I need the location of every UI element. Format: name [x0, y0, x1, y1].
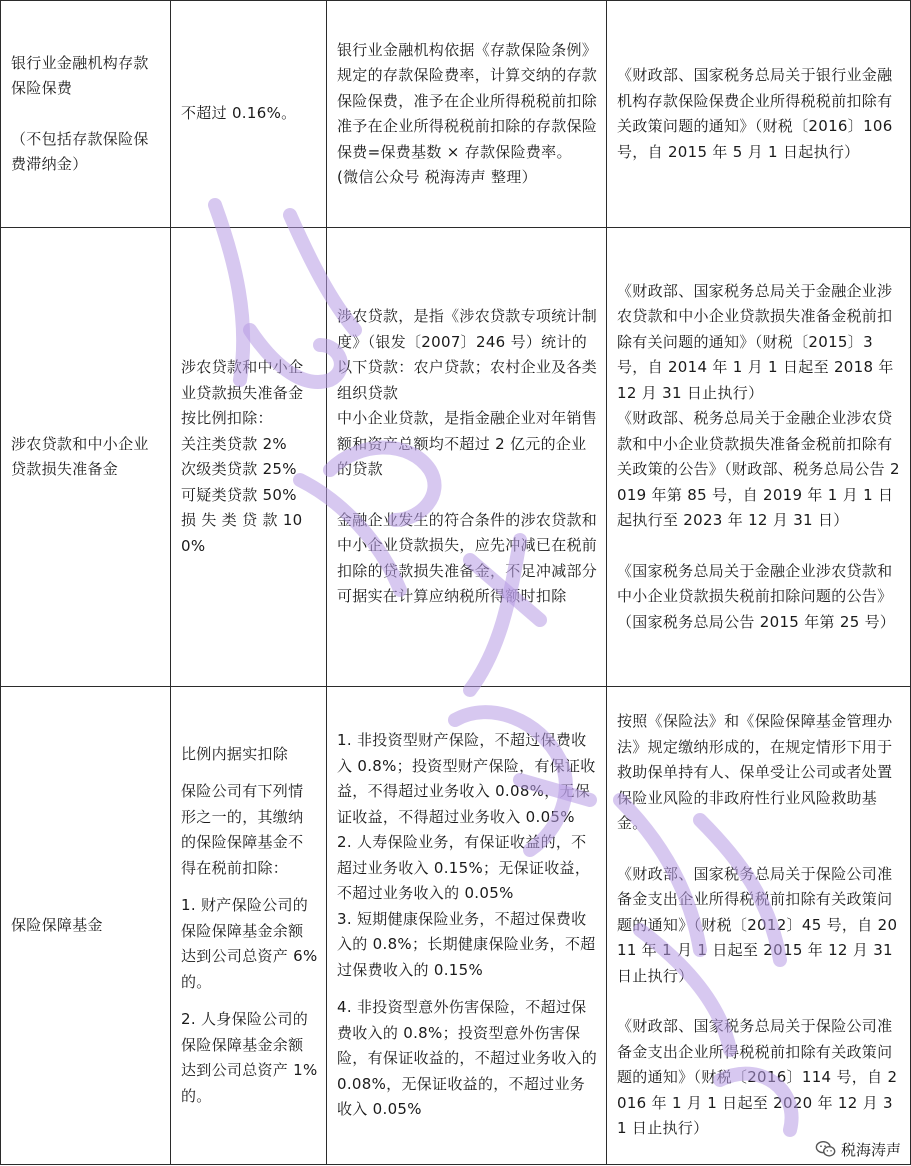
explanation-source: (微信公众号 税海涛声 整理） — [337, 168, 537, 186]
explanation-cell — [327, 228, 607, 687]
explanation-text: 1. 非投资型财产保险，不超过保费收入 0.8%；投资型财产保险，有保证收益，不得超过业务收入 0.08%，无保证收益，不得超过业务收入 0.05% — [337, 731, 596, 826]
explanation-text: 准予在企业所得税税前扣除的存款保险保费=保费基数 × 存款保险费率。 — [337, 117, 598, 161]
limit-text: 可疑类贷款 50% — [181, 485, 297, 504]
limit-cell — [171, 228, 327, 687]
explanation-text: 4. 非投资型意外伤害保险，不超过保费收入的 0.8%；投资型意外伤害保险，有保证收益的，不超过业务收入的 0.08%，无保证收益的，不超过业务收入 0.05% — [337, 998, 598, 1119]
brand-badge — [811, 1138, 905, 1160]
brand-label: 税海涛声 — [840, 1140, 901, 1159]
limit-cell — [171, 687, 327, 1165]
item-name: 涉农贷款和中小企业贷款损失准备金 — [11, 434, 149, 478]
policy-text: 《财政部、国家税务总局关于金融企业涉农贷款和中小企业贷款损失准备金税前扣除有关问题的通知》（财税〔2015〕3 号，自 2014 年 1 月 1 日起至 2018 年 12 月 31 日止执行） — [617, 281, 894, 402]
wechat-icon — [815, 1138, 837, 1160]
policy-text: 《财政部、国家税务总局关于保险公司准备金支出企业所得税税前扣除有关政策问题的通知》（财税〔2012〕45 号，自 2011 年 1 月 1 日起至 2015 年 12 月 31 日止执行） — [617, 864, 898, 985]
limit-text: 2. 人身保险公司的保险保障基金余额达到公司总资产 1%的。 — [181, 1010, 318, 1105]
limit-text: 1. 财产保险公司的保险保障基金余额达到公司总资产 6%的。 — [181, 896, 318, 991]
item-cell — [1, 228, 171, 687]
item-name: 保险保障基金 — [11, 915, 103, 934]
item-note: （不包括存款保险保费滞纳金） — [11, 129, 149, 173]
limit-cell — [171, 1, 327, 228]
limit-text: 涉农贷款和中小企业贷款损失准备金按比例扣除： — [181, 358, 304, 427]
explanation-text: 3. 短期健康保险业务，不超过保费收入的 0.8%；长期健康保险业务，不超过保费收入的 0.15% — [337, 909, 596, 979]
limit-text: 次级类贷款 25% — [181, 460, 297, 478]
limit-text: 关注类贷款 2% — [181, 434, 287, 453]
policy-text: 《财政部、国家税务总局关于银行业金融机构存款保险保费企业所得税税前扣除有关政策问题的通知》（财税〔2016〕106 号，自 2015 年 5 月 1 日起执行） — [617, 66, 893, 161]
item-name: 银行业金融机构存款保险保费 — [11, 53, 149, 97]
limit-text: 比例内据实扣除 — [181, 744, 289, 763]
explanation-cell — [327, 1, 607, 228]
explanation-cell — [327, 687, 607, 1165]
policy-cell — [607, 228, 911, 687]
policy-text: 《国家税务总局关于金融企业涉农贷款和中小企业贷款损失税前扣除问题的公告》（国家税务总局公告 2015 年第 25 号） — [617, 561, 896, 631]
policy-cell — [607, 1, 911, 228]
item-cell — [1, 687, 171, 1165]
policy-text: 《财政部、税务总局关于金融企业涉农贷款和中小企业贷款损失准备金税前扣除有关政策的公告》（财政部、税务总局公告 2019 年第 85 号，自 2019 年 1 月 1 日起执行至 2023 年 12 月 31 日） — [617, 409, 900, 530]
table-row — [1, 1, 911, 228]
explanation-text: 涉农贷款，是指《涉农贷款专项统计制度》（银发〔2007〕246 号）统计的以下贷款：农户贷款；农村企业及各类组织贷款 — [337, 307, 598, 402]
policy-text: 《财政部、国家税务总局关于保险公司准备金支出企业所得税税前扣除有关政策问题的通知》（财税〔2016〕114 号，自 2016 年 1 月 1 日起至 2020 年 12 月 31 日止执行） — [617, 1017, 898, 1138]
explanation-text: 银行业金融机构依据《存款保险条例》规定的存款保险费率，计算交纳的存款保险保费，准予在企业所得税税前扣除 — [337, 40, 598, 110]
limit-text: 损 失 类 贷 款 100% — [181, 511, 303, 555]
limit-text: 保险公司有下列情形之一的，其缴纳的保险保障基金不得在税前扣除： — [181, 782, 304, 877]
limit-text: 不超过 0.16%。 — [181, 104, 297, 123]
table-row — [1, 687, 911, 1165]
table-row — [1, 228, 911, 687]
explanation-text: 中小企业贷款，是指金融企业对年销售额和资产总额均不超过 2 亿元的企业的贷款 — [337, 409, 598, 479]
policy-cell — [607, 687, 911, 1165]
item-cell — [1, 1, 171, 228]
explanation-text: 金融企业发生的符合条件的涉农贷款和中小企业贷款损失，应先冲减已在税前扣除的贷款损失准备金，不足冲减部分可据实在计算应纳税所得额时扣除 — [337, 510, 598, 606]
policy-text: 按照《保险法》和《保险保障基金管理办法》规定缴纳形成的，在规定情形下用于救助保单持有人、保单受让公司或者处置保险业风险的非政府性行业风险救助基金。 — [617, 712, 893, 833]
explanation-text: 2. 人寿保险业务，有保证收益的，不超过业务收入 0.15%；无保证收益，不超过业务收入的 0.05% — [337, 833, 591, 903]
